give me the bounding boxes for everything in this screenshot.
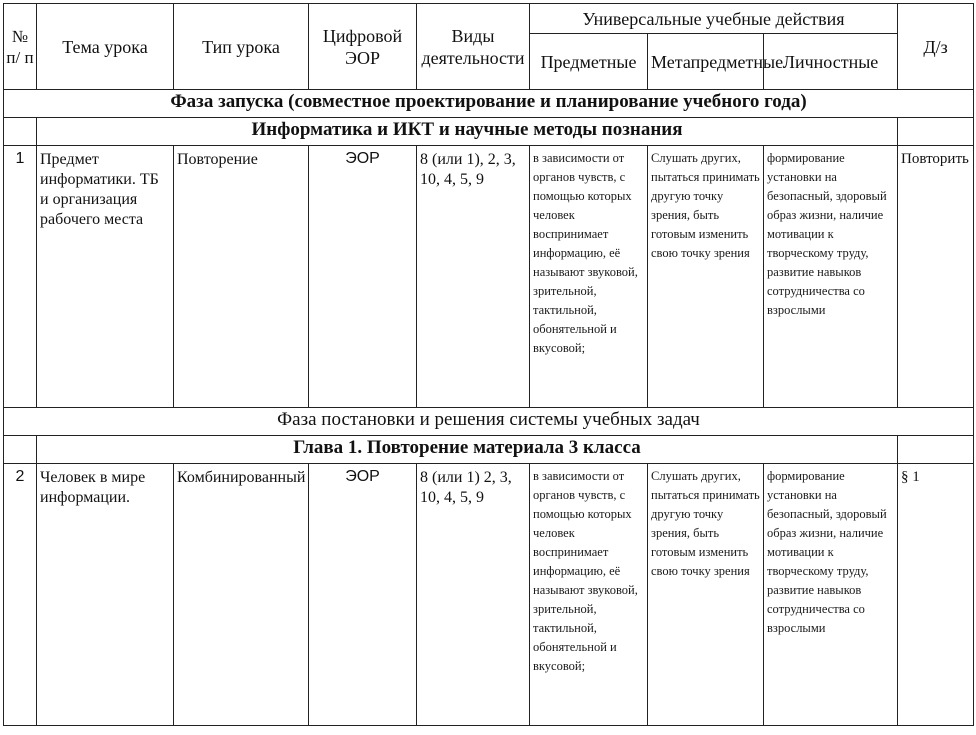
row-num: 1 [4, 146, 37, 408]
band-spacer [898, 436, 974, 464]
row-type: Повторение [174, 146, 309, 408]
header-subject: Предметные [530, 34, 648, 90]
chapter-1-band: Глава 1. Повторение материала 3 класса [37, 436, 898, 464]
band-spacer [4, 436, 37, 464]
row-activities: 8 (или 1) 2, 3, 10, 4, 5, 9 [417, 464, 530, 726]
row-eor: ЭОР [309, 464, 417, 726]
row-activities: 8 (или 1), 2, 3, 10, 4, 5, 9 [417, 146, 530, 408]
header-homework: Д/з [898, 4, 974, 90]
header-activities: Виды деятельности [417, 4, 530, 90]
phase-1-band: Фаза запуска (совместное проектирование и планирование учебного года) [4, 90, 974, 118]
band-spacer [4, 118, 37, 146]
table-row [4, 464, 974, 726]
row-homework: Повторить [898, 146, 974, 408]
header-topic: Тема урока [37, 4, 174, 90]
row-meta: Слушать других, пытаться принимать другую точку зрения, быть готовым изменить свою точку зрения [648, 464, 764, 726]
row-type: Комбинированный [174, 464, 309, 726]
header-type: Тип урока [174, 4, 309, 90]
band-spacer [898, 118, 974, 146]
header-eor: Цифровой ЭОР [309, 4, 417, 90]
row-meta: Слушать других, пытаться принимать другую точку зрения, быть готовым изменить свою точку зрения [648, 146, 764, 408]
section-1-band: Информатика и ИКТ и научные методы познания [37, 118, 898, 146]
row-topic: Человек в мире информации. [37, 464, 174, 726]
row-homework: § 1 [898, 464, 974, 726]
header-uud: Универсальные учебные действия [530, 4, 898, 34]
header-num: № п/ п [4, 4, 37, 90]
header-meta: Метапредметные [648, 34, 764, 90]
row-subject: в зависимости от органов чувств, с помощью которых человек воспринимает информацию, её называют звуковой, зрительной, тактильной, обонятельной и вкусовой; [530, 146, 648, 408]
row-num: 2 [4, 464, 37, 726]
table-row [4, 146, 974, 408]
row-personal: формирование установки на безопасный, здоровый образ жизни, наличие мотивации к творческому труду, развитие навыков сотрудничества со взрослыми [764, 464, 898, 726]
row-personal: формирование установки на безопасный, здоровый образ жизни, наличие мотивации к творческому труду, развитие навыков сотрудничества со взрослыми [764, 146, 898, 408]
header-personal: Личностные [764, 34, 898, 90]
phase-2-band: Фаза постановки и решения системы учебных задач [4, 408, 974, 436]
row-subject: в зависимости от органов чувств, с помощью которых человек воспринимает информацию, её называют звуковой, зрительной, тактильной, обонятельной и вкусовой; [530, 464, 648, 726]
row-topic: Предмет информатики. ТБ и организация рабочего места [37, 146, 174, 408]
row-eor: ЭОР [309, 146, 417, 408]
lesson-plan-table [3, 3, 974, 726]
